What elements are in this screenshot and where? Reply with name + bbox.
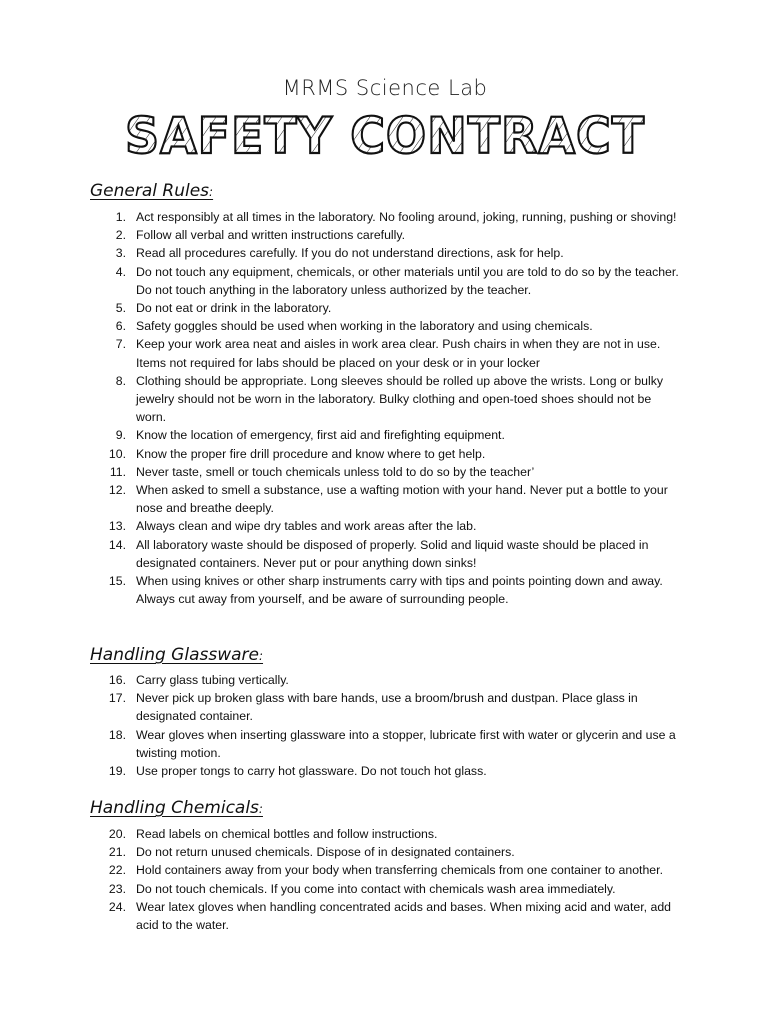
safety-contract-title bbox=[115, 104, 655, 164]
rule-text: Know the proper fire drill procedure and know where to get help. bbox=[136, 446, 486, 461]
rule-item bbox=[0, 898, 770, 934]
section-heading-handling-chemicals bbox=[90, 798, 263, 818]
rule-text: All laboratory waste should be disposed of properly. Solid and liquid waste should be placed in designated containers. Never put or pour anything down sinks! bbox=[136, 537, 649, 570]
rule-item bbox=[0, 762, 770, 780]
rule-item bbox=[0, 880, 770, 898]
rule-number: 4. bbox=[115, 264, 126, 279]
section-heading-general-rules bbox=[90, 181, 213, 201]
rule-text: When using knives or other sharp instruments carry with tips and points pointing down and away. Always cut away from yourself, and be aware of surrounding people. bbox=[136, 574, 663, 607]
rule-number: 9. bbox=[115, 428, 126, 443]
section-heading-text: Handling Chemicals bbox=[90, 798, 259, 818]
rule-text: Never pick up broken glass with bare hands, use a broom/brush and dustpan. Place glass in designated container. bbox=[136, 691, 638, 724]
rule-item bbox=[0, 335, 770, 371]
rule-text: Clothing should be appropriate. Long sleeves should be rolled up above the wrists. Long or bulky jewelry should not be worn in the laboratory. Bulky clothing and open-toed shoes should not be worn. bbox=[136, 373, 664, 425]
rule-number: 7. bbox=[115, 337, 126, 352]
rule-item bbox=[0, 689, 770, 725]
title-banner bbox=[0, 104, 770, 164]
title-text: SAFETY CONTRACT bbox=[125, 107, 645, 164]
rule-item bbox=[0, 445, 770, 463]
rule-text: Do not return unused chemicals. Dispose of in designated containers. bbox=[136, 845, 515, 860]
section-heading-text: General Rules bbox=[90, 181, 210, 201]
rule-number: 18. bbox=[108, 727, 126, 742]
rule-text: Carry glass tubing vertically. bbox=[136, 673, 289, 687]
rule-item bbox=[0, 208, 770, 226]
rule-number: 23. bbox=[108, 881, 126, 896]
rule-item bbox=[0, 426, 770, 444]
section-heading-text: Handling Glassware bbox=[90, 645, 259, 665]
rule-item bbox=[0, 517, 770, 535]
rule-text: Do not eat or drink in the laboratory. bbox=[136, 301, 332, 316]
rule-number: 24. bbox=[108, 899, 126, 914]
rule-number: 20. bbox=[108, 827, 126, 841]
rule-text: Read labels on chemical bottles and follow instructions. bbox=[136, 827, 438, 841]
rule-text: Know the location of emergency, first aid and firefighting equipment. bbox=[136, 428, 505, 443]
rule-text: Use proper tongs to carry hot glassware. Do not touch hot glass. bbox=[136, 764, 487, 779]
rule-item bbox=[0, 244, 770, 262]
rule-number: 14. bbox=[108, 537, 126, 552]
rule-number: 3. bbox=[115, 246, 126, 261]
rule-item bbox=[0, 317, 770, 335]
rule-number: 13. bbox=[108, 519, 126, 534]
rule-text: Keep your work area neat and aisles in work area clear. Push chairs in when they are not in use. Items not required for labs should be placed on your desk or in your locker bbox=[136, 337, 661, 370]
lab-subtitle: MRMS Science Lab bbox=[282, 76, 488, 100]
rule-number: 19. bbox=[108, 764, 126, 779]
rule-number: 12. bbox=[108, 483, 126, 498]
rule-text: Do not touch any equipment, chemicals, or other materials until you are told to do so by the teacher. Do not touch anything in the laboratory unless authorized by the teacher. bbox=[136, 264, 679, 297]
rule-text: Wear latex gloves when handling concentrated acids and bases. When mixing acid and water, add acid to the water. bbox=[136, 899, 672, 933]
rule-number: 16. bbox=[108, 673, 126, 687]
rule-text: Always clean and wipe dry tables and work areas after the lab. bbox=[136, 519, 477, 534]
rule-item bbox=[0, 671, 770, 689]
rule-item bbox=[0, 481, 770, 517]
rule-item bbox=[0, 726, 770, 762]
rule-text: Do not touch chemicals. If you come into contact with chemicals wash area immediately. bbox=[136, 881, 616, 896]
heading-colon: : bbox=[209, 185, 214, 199]
rule-number: 11. bbox=[109, 464, 126, 479]
heading-colon: : bbox=[258, 649, 264, 663]
rule-number: 8. bbox=[115, 373, 126, 388]
rule-text: Never taste, smell or touch chemicals unless told to do so by the teacher’ bbox=[136, 464, 535, 479]
rule-number: 22. bbox=[108, 863, 126, 878]
rule-text: Hold containers away from your body when transferring chemicals from one container to another. bbox=[136, 863, 663, 878]
rule-number: 10. bbox=[108, 446, 126, 461]
rule-number: 5. bbox=[115, 301, 126, 316]
rule-text: Wear gloves when inserting glassware into a stopper, lubricate first with water or glycerin and use a twisting motion. bbox=[136, 727, 676, 760]
handling-chemicals-list bbox=[0, 825, 770, 934]
rule-number: 21. bbox=[108, 845, 126, 860]
rule-item bbox=[0, 536, 770, 572]
rule-item bbox=[0, 843, 770, 861]
rule-number: 17. bbox=[108, 691, 126, 706]
heading-colon: : bbox=[258, 802, 263, 816]
general-rules-list bbox=[0, 208, 770, 608]
rule-text: Follow all verbal and written instructions carefully. bbox=[136, 228, 406, 243]
rule-text: Read all procedures carefully. If you do not understand directions, ask for help. bbox=[136, 246, 564, 261]
rule-item bbox=[0, 572, 770, 608]
rule-text: Act responsibly at all times in the laboratory. No fooling around, joking, running, pushing or shoving! bbox=[136, 210, 677, 224]
rule-number: 1. bbox=[115, 210, 126, 224]
rule-item bbox=[0, 372, 770, 427]
handling-glassware-list bbox=[0, 671, 770, 780]
rule-item bbox=[0, 226, 770, 244]
section-heading-handling-glassware bbox=[90, 645, 263, 665]
rule-number: 15. bbox=[108, 574, 126, 589]
rule-item bbox=[0, 463, 770, 481]
rule-item bbox=[0, 263, 770, 299]
rule-text: When asked to smell a substance, use a wafting motion with your hand. Never put a bottle to your nose and breathe deeply. bbox=[136, 483, 668, 516]
rule-number: 2. bbox=[115, 228, 126, 243]
rule-text: Safety goggles should be used when working in the laboratory and using chemicals. bbox=[136, 319, 593, 334]
rule-number: 6. bbox=[115, 319, 126, 334]
rule-item bbox=[0, 825, 770, 843]
rule-item bbox=[0, 861, 770, 879]
rule-item bbox=[0, 299, 770, 317]
